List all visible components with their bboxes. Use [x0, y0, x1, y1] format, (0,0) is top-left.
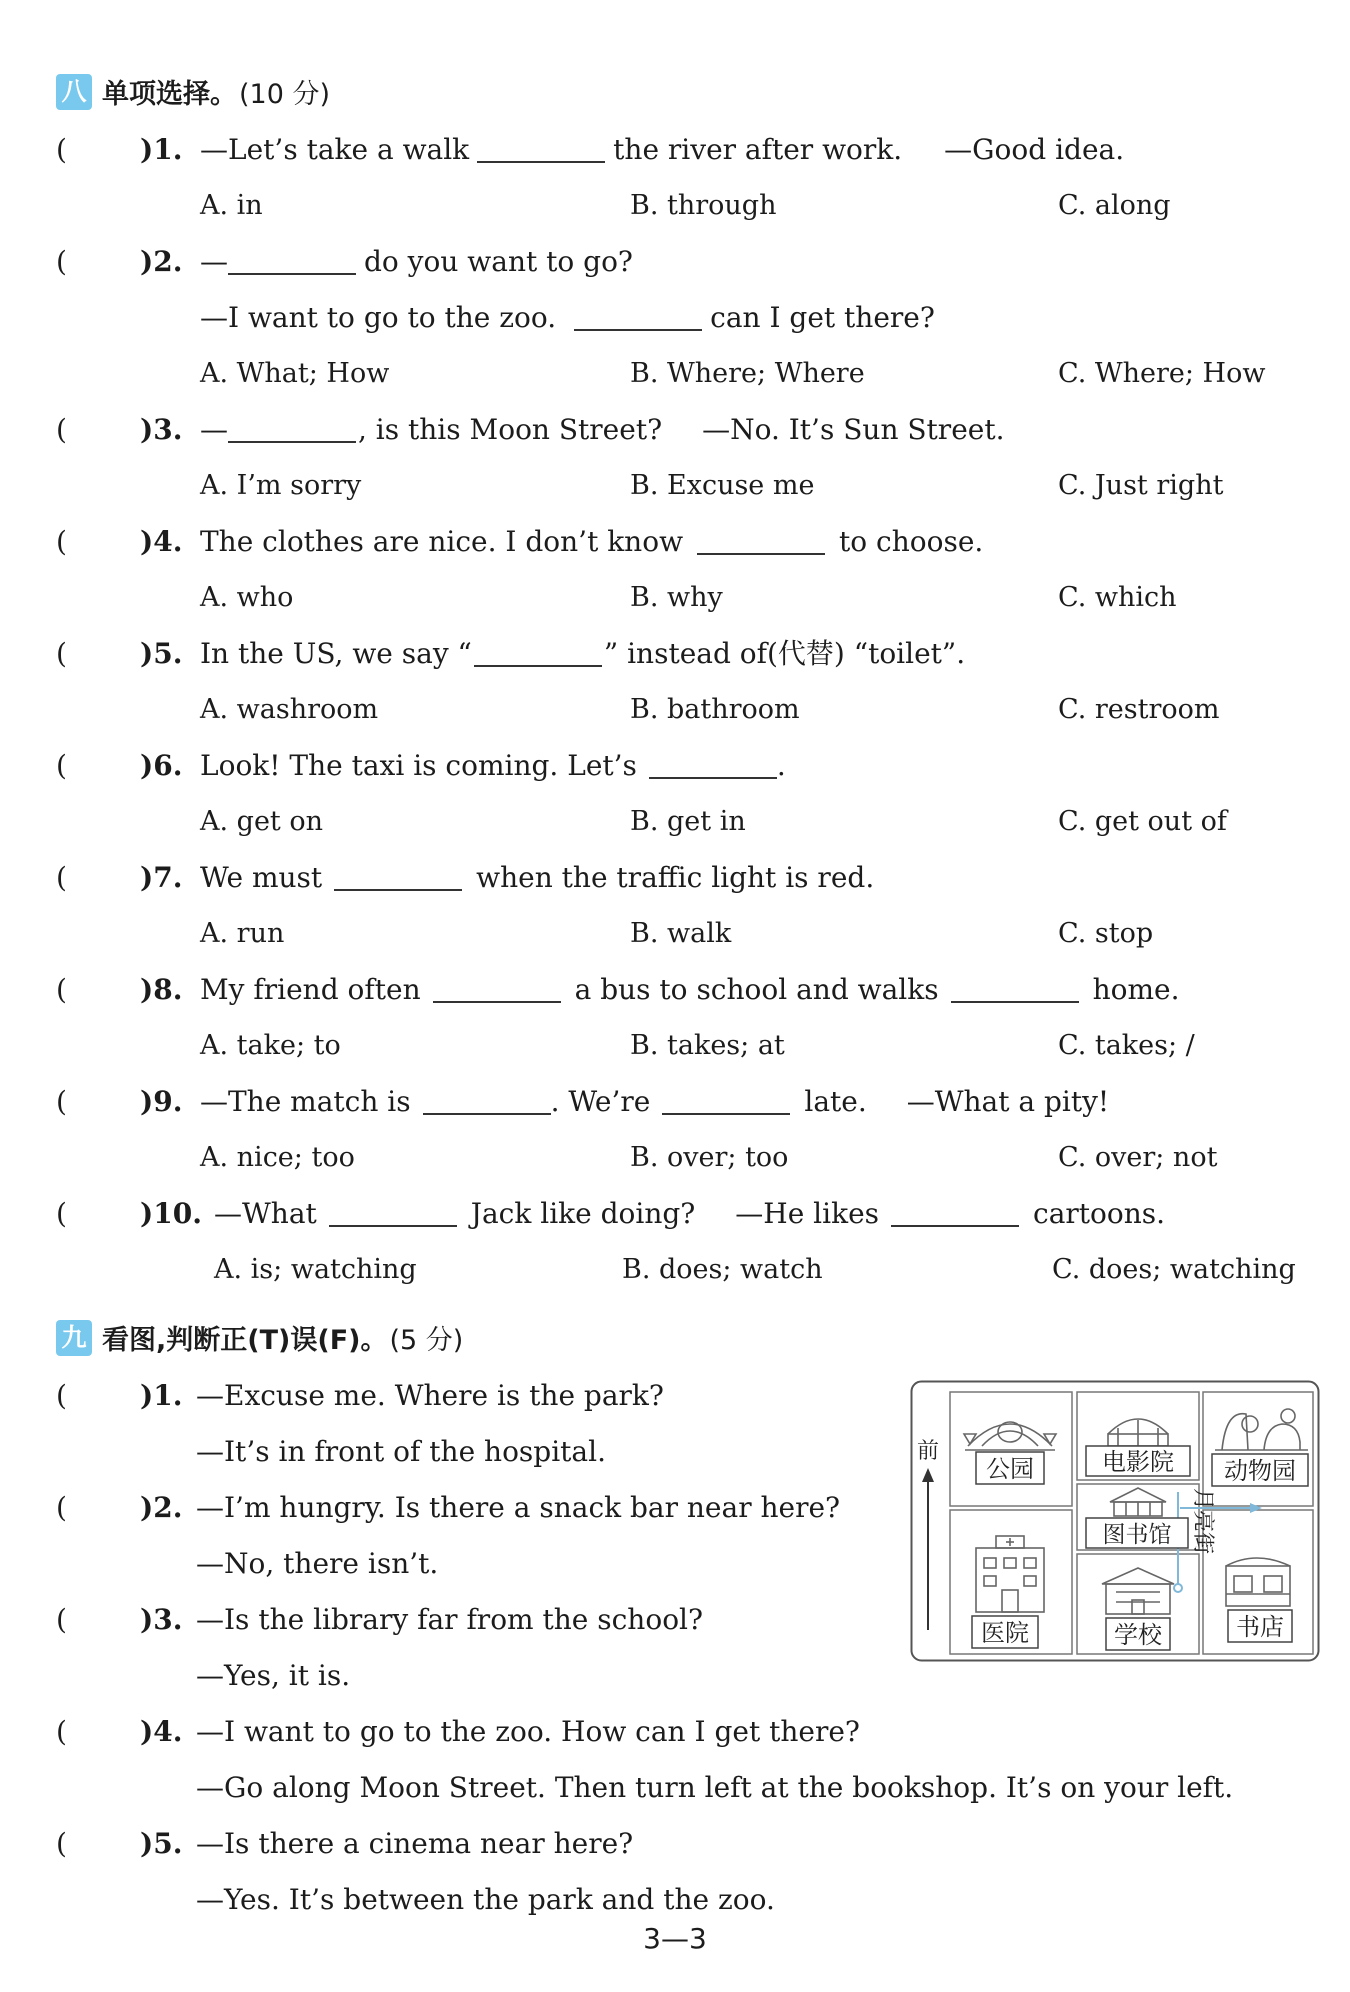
option-c[interactable]: C. Just right: [1058, 470, 1224, 501]
options-row: [0, 350, 1350, 398]
options-row: [0, 798, 1350, 846]
street-map: [910, 1380, 1320, 1662]
tf-question-text: —Is there a cinema near here?: [196, 1827, 634, 1860]
answer-paren[interactable]: (: [56, 1379, 67, 1412]
map-school-label: 学校: [1114, 1621, 1162, 1649]
option-b[interactable]: B. bathroom: [630, 694, 800, 725]
option-b[interactable]: B. Where; Where: [630, 358, 865, 389]
map-park-label: 公园: [986, 1455, 1034, 1483]
question-row: [0, 1078, 1350, 1126]
map-front-label: 前: [916, 1439, 940, 1464]
question-stem: Look! The taxi is coming. Let’s .: [200, 749, 786, 782]
answer-blank[interactable]: [951, 971, 1079, 1003]
question-row-continued: [0, 294, 1350, 342]
map-hospital-label: 医院: [981, 1619, 1029, 1647]
option-b[interactable]: B. does; watch: [622, 1254, 823, 1285]
question-row: [0, 518, 1350, 566]
section-8-header: [56, 72, 330, 111]
section-8-title: 单项选择。: [102, 79, 237, 110]
answer-blank[interactable]: [228, 243, 356, 275]
section-8-points: (10 分): [239, 79, 331, 110]
question-number: )1.: [140, 1379, 183, 1412]
answer-blank[interactable]: [228, 411, 356, 443]
map-zoo-label: 动物园: [1224, 1457, 1296, 1485]
option-a[interactable]: A. washroom: [200, 694, 379, 725]
question-row: [0, 406, 1350, 454]
question-row: [0, 126, 1350, 174]
answer-blank[interactable]: [891, 1195, 1019, 1227]
tf-answer-text: —No, there isn’t.: [196, 1547, 439, 1580]
option-c[interactable]: C. which: [1058, 582, 1177, 613]
option-c[interactable]: C. stop: [1058, 918, 1154, 949]
option-a[interactable]: A. in: [200, 190, 263, 221]
question-number: )7.: [140, 861, 183, 894]
tf-question-text: —Excuse me. Where is the park?: [196, 1379, 664, 1412]
answer-blank[interactable]: [423, 1083, 551, 1115]
tf-question-text: —I want to go to the zoo. How can I get there?: [196, 1715, 860, 1748]
answer-blank[interactable]: [433, 971, 561, 1003]
options-row: [0, 1134, 1350, 1182]
tf-answer-text: —Yes. It’s between the park and the zoo.: [196, 1883, 775, 1916]
tf-question-row: [0, 1820, 1350, 1868]
answer-paren[interactable]: (: [56, 1715, 67, 1748]
option-b[interactable]: B. over; too: [630, 1142, 789, 1173]
answer-blank[interactable]: [334, 859, 462, 891]
answer-paren[interactable]: (: [56, 1197, 67, 1230]
question-number: )9.: [140, 1085, 183, 1118]
answer-paren[interactable]: (: [56, 413, 67, 446]
tf-question-text: —Is the library far from the school?: [196, 1603, 704, 1636]
option-c[interactable]: C. get out of: [1058, 806, 1227, 837]
question-stem: —What Jack like doing? —He likes cartoons.: [214, 1197, 1166, 1230]
option-a[interactable]: A. who: [200, 582, 294, 613]
options-row: [0, 1022, 1350, 1070]
option-b[interactable]: B. get in: [630, 806, 746, 837]
option-b[interactable]: B. walk: [630, 918, 732, 949]
map-street-label: 月亮街: [1190, 1488, 1215, 1555]
answer-paren[interactable]: (: [56, 973, 67, 1006]
options-row: [0, 1246, 1350, 1294]
question-row: [0, 966, 1350, 1014]
park-block: [950, 1392, 1072, 1506]
option-c[interactable]: C. takes; /: [1058, 1030, 1195, 1061]
map-cinema-label: 电影院: [1102, 1448, 1174, 1476]
question-number: )6.: [140, 749, 183, 782]
map-library-label: 图书馆: [1102, 1522, 1172, 1548]
question-row: [0, 630, 1350, 678]
option-b[interactable]: B. why: [630, 582, 723, 613]
question-row: [0, 1190, 1350, 1238]
option-a[interactable]: A. get on: [200, 806, 324, 837]
question-stem: We must when the traffic light is red.: [200, 861, 875, 894]
section-8-badge: 八: [56, 74, 92, 110]
answer-paren[interactable]: (: [56, 637, 67, 670]
tf-answer-text: —Go along Moon Street. Then turn left at the bookshop. It’s on your left.: [196, 1771, 1234, 1804]
answer-paren[interactable]: (: [56, 245, 67, 278]
options-row: [0, 910, 1350, 958]
answer-paren[interactable]: (: [56, 861, 67, 894]
question-row: [0, 854, 1350, 902]
question-number: )1.: [140, 133, 183, 166]
option-c[interactable]: C. over; not: [1058, 1142, 1218, 1173]
question-stem: — , is this Moon Street? —No. It’s Sun Street.: [200, 413, 1005, 446]
question-number: )5.: [140, 637, 183, 670]
option-c[interactable]: C. restroom: [1058, 694, 1220, 725]
question-number: )2.: [140, 245, 183, 278]
question-stem: —The match is . We’re late. —What a pity!: [200, 1085, 1110, 1118]
option-b[interactable]: B. through: [630, 190, 777, 221]
tf-answer-text: —It’s in front of the hospital.: [196, 1435, 606, 1468]
options-row: [0, 574, 1350, 622]
map-bookshop-label: 书店: [1236, 1613, 1284, 1641]
answer-blank[interactable]: [574, 299, 702, 331]
question-stem: — do you want to go?: [200, 245, 633, 278]
option-a[interactable]: A. nice; too: [200, 1142, 355, 1173]
option-a[interactable]: A. What; How: [200, 358, 390, 389]
answer-blank[interactable]: [697, 523, 825, 555]
option-a[interactable]: A. take; to: [200, 1030, 341, 1061]
answer-paren[interactable]: (: [56, 525, 67, 558]
question-stem: My friend often a bus to school and walks home.: [200, 973, 1180, 1006]
question-stem: —I want to go to the zoo. can I get there?: [200, 301, 935, 334]
question-stem: In the US, we say “ ” instead of(代替) “toilet”.: [200, 637, 966, 670]
tf-question-row: [0, 1708, 1350, 1756]
answer-blank[interactable]: [474, 635, 602, 667]
option-b[interactable]: B. takes; at: [630, 1030, 785, 1061]
page-number: 3—3: [643, 1922, 707, 1955]
question-number: )4.: [140, 1715, 183, 1748]
section-9-badge: 九: [56, 1320, 92, 1356]
answer-blank[interactable]: [649, 747, 777, 779]
option-c[interactable]: C. Where; How: [1058, 358, 1266, 389]
answer-blank[interactable]: [662, 1083, 790, 1115]
question-number: )8.: [140, 973, 183, 1006]
option-a[interactable]: A. run: [200, 918, 285, 949]
options-row: [0, 182, 1350, 230]
tf-question-text: —I’m hungry. Is there a snack bar near here?: [196, 1491, 841, 1524]
section-9-points: (5 分): [389, 1325, 464, 1356]
question-stem: —Let’s take a walk the river after work. —Good idea.: [200, 133, 1125, 166]
section-9-header: [56, 1318, 463, 1357]
question-number: )2.: [140, 1491, 183, 1524]
option-a[interactable]: A. is; watching: [214, 1254, 417, 1285]
question-number: )5.: [140, 1827, 183, 1860]
section-9-title: 看图,判断正(T)误(F)。: [102, 1325, 388, 1356]
options-row: [0, 462, 1350, 510]
question-number: )3.: [140, 1603, 183, 1636]
answer-paren[interactable]: (: [56, 133, 67, 166]
answer-paren[interactable]: (: [56, 1603, 67, 1636]
option-c[interactable]: C. along: [1058, 190, 1171, 221]
option-c[interactable]: C. does; watching: [1052, 1254, 1296, 1285]
answer-blank[interactable]: [477, 131, 605, 163]
option-b[interactable]: B. Excuse me: [630, 470, 815, 501]
answer-paren[interactable]: (: [56, 1827, 67, 1860]
question-row: [0, 742, 1350, 790]
answer-paren[interactable]: (: [56, 1491, 67, 1524]
answer-paren[interactable]: (: [56, 1085, 67, 1118]
zoo-block: [1203, 1392, 1313, 1506]
question-stem: The clothes are nice. I don’t know to choose.: [200, 525, 984, 558]
answer-paren[interactable]: (: [56, 749, 67, 782]
question-number: )4.: [140, 525, 183, 558]
option-a[interactable]: A. I’m sorry: [200, 470, 362, 501]
options-row: [0, 686, 1350, 734]
answer-blank[interactable]: [329, 1195, 457, 1227]
question-number: )10.: [140, 1197, 202, 1230]
question-number: )3.: [140, 413, 183, 446]
tf-answer-text: —Yes, it is.: [196, 1659, 351, 1692]
question-row: [0, 238, 1350, 286]
